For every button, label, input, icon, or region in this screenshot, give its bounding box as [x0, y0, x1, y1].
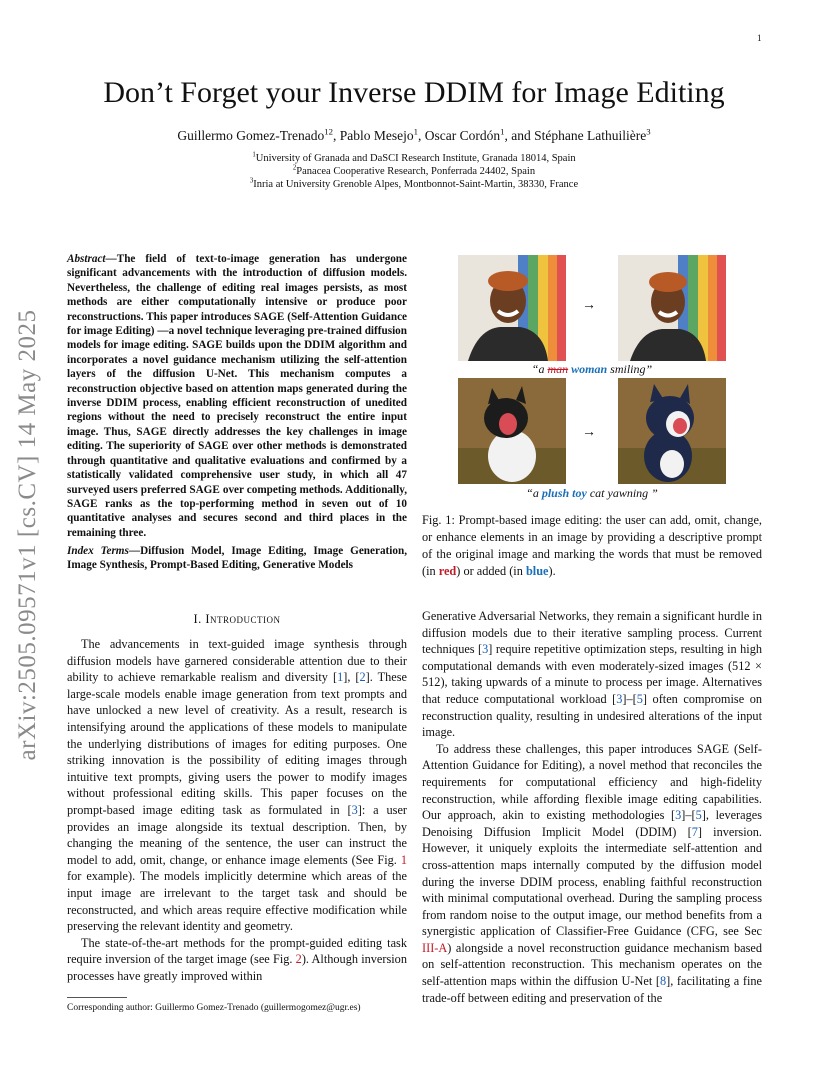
citation-link[interactable]: 3: [482, 642, 489, 657]
abstract: [67, 252, 407, 540]
text-run: The state-of-the-art methods for the prompt-guided editing task require inversion of the target image (see Fig.: [67, 935, 407, 967]
citation-link[interactable]: 3: [675, 808, 682, 823]
figure-1-caption: [422, 512, 762, 580]
author-affil-mark: 1: [500, 126, 505, 137]
text-run: Generative Adversarial Networks, they remain a significant hurdle in diffusion models due to their iterative sampling process. Current techniques [: [422, 609, 762, 657]
intro-paragraph-2: [67, 935, 407, 985]
citation-link[interactable]: 1: [337, 670, 344, 685]
text-run: ). Although inversion processes have greatly improved within: [67, 952, 407, 983]
text-run: ] inversion. However, it uniquely exploits the intermediate self-attention and cross-attention maps internally computed by the diffusion model during the inverse DDIM process, enabling faithful reconstruction with minimal computational overhead. During the sampling process from random noise to the output image, our method benefits from a synergistic application of Classifier-Free Guidance (CFG, see Sec: [422, 824, 762, 939]
citation-link[interactable]: 5: [636, 691, 643, 706]
author-separator: ,: [418, 128, 425, 143]
intro-paragraph-1: [67, 636, 407, 935]
person-photo-output: [618, 255, 726, 361]
text-run: ], leverages Denoising Diffusion Implicit Model (DDIM) [: [422, 808, 762, 839]
author-affil-mark: 12: [324, 126, 333, 137]
caption-text: Fig. 1: Prompt-based image editing: the user can add, omit, change, or enhance elements in an image by providing a descriptive prompt of the original image and marking the words that must be removed (in: [422, 513, 762, 578]
index-terms-text: —Diffusion Model, Image Editing, Image Generation, Image Synthesis, Prompt-Based Editing, Generative Models: [67, 545, 407, 572]
text-run: ]–[: [622, 691, 637, 706]
section-link[interactable]: III-A: [422, 940, 448, 955]
prompt-removed-word: man: [547, 362, 569, 376]
arxiv-stamp: [8, 300, 48, 770]
arxiv-stamp-text: arXiv:2505.09571v1 [cs.CV] 14 May 2025: [14, 309, 41, 761]
author-name: Guillermo Gomez-Trenado: [177, 128, 325, 143]
prompt-text: smiling”: [607, 362, 653, 376]
prompt-text: “a: [531, 362, 548, 376]
text-run: To address these challenges, this paper introduces SAGE (Self-Attention Guidance for Editing), a novel method that reconciles the requirements for computational efficiency and high-fidelity reconstruction, while affording flexible image editing capabilities. Our approach, akin to existing methodologies [: [422, 741, 762, 823]
figure-link[interactable]: 1: [400, 852, 407, 867]
affiliation-line: [0, 178, 828, 191]
text-run: ] often compromise on reconstruction quality, resulting in undesired alterations of the input image.: [422, 691, 762, 740]
affiliations: [0, 152, 828, 191]
affiliation-text: Panacea Cooperative Research, Ponferrada 24402, Spain: [296, 166, 536, 177]
index-terms: [67, 544, 407, 573]
abstract-label: Abstract: [67, 253, 106, 265]
citation-link[interactable]: 5: [695, 808, 702, 823]
affiliation-line: [0, 152, 828, 165]
citation-link[interactable]: 3: [351, 802, 358, 817]
citation-link[interactable]: 8: [659, 974, 667, 989]
affiliation-text: University of Granada and DaSCI Research Institute, Granada 18014, Spain: [255, 153, 576, 164]
figure-image-output-person: [618, 255, 726, 361]
right-paragraph-2: [422, 741, 762, 1007]
text-run: The advancements in text-guided image synthesis through diffusion models have garnered considerable attention due to their ability to achieve remarkable realism and diversity [: [67, 637, 407, 685]
figure-image-input-cat: [458, 378, 566, 484]
figure-image-input-person: [458, 255, 566, 361]
prompt-text: cat yawning ”: [586, 486, 658, 500]
prompt-added-word: plush toy: [541, 486, 587, 500]
figure-prompt-2: [458, 486, 726, 501]
author-name: Pablo Mesejo: [339, 128, 414, 143]
caption-red-word: red: [438, 564, 457, 578]
caption-text: ) or added (in: [456, 564, 526, 578]
caption-text: ).: [548, 564, 556, 578]
author-name: Stéphane Lathuilière: [534, 128, 647, 143]
text-run: ] require repetitive optimization steps, resulting in high computational demands with even moderately-sized images (512 × 512), taking upwards of a minute to process per image. Alternatives that reduce computational workload [: [422, 642, 762, 706]
citation-link[interactable]: 3: [616, 691, 623, 706]
arrow-icon: →: [582, 298, 596, 313]
citation-link[interactable]: 2: [359, 670, 366, 685]
author-list: [0, 128, 828, 144]
author-separator: ,: [333, 128, 340, 143]
text-run: ]–[: [681, 808, 696, 823]
affiliation-text: Inria at University Grenoble Alpes, Montbonnot-Saint-Martin, 38330, France: [253, 179, 579, 190]
citation-link[interactable]: 7: [691, 824, 698, 839]
author-name: Oscar Cordón: [424, 128, 501, 143]
page-number: 1: [757, 33, 762, 43]
figure-image-output-cat: [618, 378, 726, 484]
figure-prompt-1: [458, 362, 726, 377]
text-run: for example). The models implicitly determine which areas of the input image are irrelevant to the target task and should be reconstructed, and which areas require effective modification while preserving the relevant identity and geometry.: [67, 869, 407, 934]
affiliation-mark: 3: [249, 177, 254, 185]
text-run: ]. These large-scale models enable image generation from text prompts and have unlocked a new level of creativity. As a result, research is intensifying around the applications of these models to manipulate the underlying distributions of images for editing purposes. One striking innovation is the possibility of editing images through intuitive text prompts, giving users the power to modify images without professional editing skills. This paper focuses on the prompt-based image editing task as formulated in [: [67, 670, 408, 817]
abstract-text: —The field of text-to-image generation has undergone significant advancements with the introduction of diffusion models. Nevertheless, the challenge of editing real images persists, as most methods are either computationally intensive or produce poor reconstructions. This paper introduces SAGE (Self-Attention Guidance for image Editing) —a novel technique leveraging pre-trained diffusion models for image editing. SAGE builds upon the DDIM algorithm and incorporates a novel guidance mechanism utilizing the self-attention layers of the diffusion U-Net. This mechanism computes a reconstruction objective based on attention maps generated during the inverse DDIM process, enabling efficient reconstruction of unedited regions without the need to precisely reconstruct the entire input image. Thus, SAGE directly addresses the key challenges in image editing. The superiority of SAGE over other methods is demonstrated through quantitative and qualitative evaluations and confirmed by a statistically validated comprehensive user study, in which all 47 surveyed users preferred SAGE over competing methods. Additionally, SAGE ranks as the top-performing method in seven out of 10 quantitative analyses and secures second and third places in the remaining three.: [67, 253, 407, 539]
prompt-added-word: woman: [571, 362, 608, 376]
intro-left-column: [67, 636, 407, 984]
section-heading-introduction: I. Introduction: [193, 612, 281, 626]
author-affil-mark: 1: [413, 126, 419, 137]
text-run: ]: a user provides an image alongside its textual description. Then, by changing the meaning of the sentence, the user can instruct the model to add, omit, change, or enhance image elements (See Fig.: [67, 802, 407, 867]
text-run: ) alongside a novel reconstruction guidance mechanism based on self-attention reconstruction. This mechanism operates on the self-attention maps within the diffusion U-Net [: [422, 940, 762, 989]
text-run: ], [: [343, 670, 360, 685]
right-paragraph-1: [422, 608, 762, 741]
footnote-rule: [67, 997, 127, 998]
footnote: Corresponding author: Guillermo Gomez-Trenado (guillermogomez@ugr.es): [67, 1003, 361, 1013]
index-terms-label: Index Terms: [67, 545, 129, 557]
affiliation-mark: 1: [252, 151, 256, 159]
affiliation-mark: 2: [292, 164, 297, 172]
figure-link[interactable]: 2: [295, 952, 302, 967]
prompt-text: “a: [526, 486, 542, 500]
person-photo-input: [458, 255, 566, 361]
arrow-icon: →: [582, 425, 596, 440]
author-separator: , and: [504, 128, 535, 143]
paper-title: Don’t Forget your Inverse DDIM for Image Editing: [103, 76, 725, 109]
intro-right-column: [422, 608, 762, 1006]
text-run: ], facilitating a fine trade-off between editing and preservation of the: [422, 974, 762, 1005]
cat-plush-output: [618, 378, 726, 484]
affiliation-line: [0, 165, 828, 178]
caption-blue-word: blue: [525, 564, 549, 578]
author-affil-mark: 3: [646, 126, 651, 137]
cat-photo-input: [458, 378, 566, 484]
